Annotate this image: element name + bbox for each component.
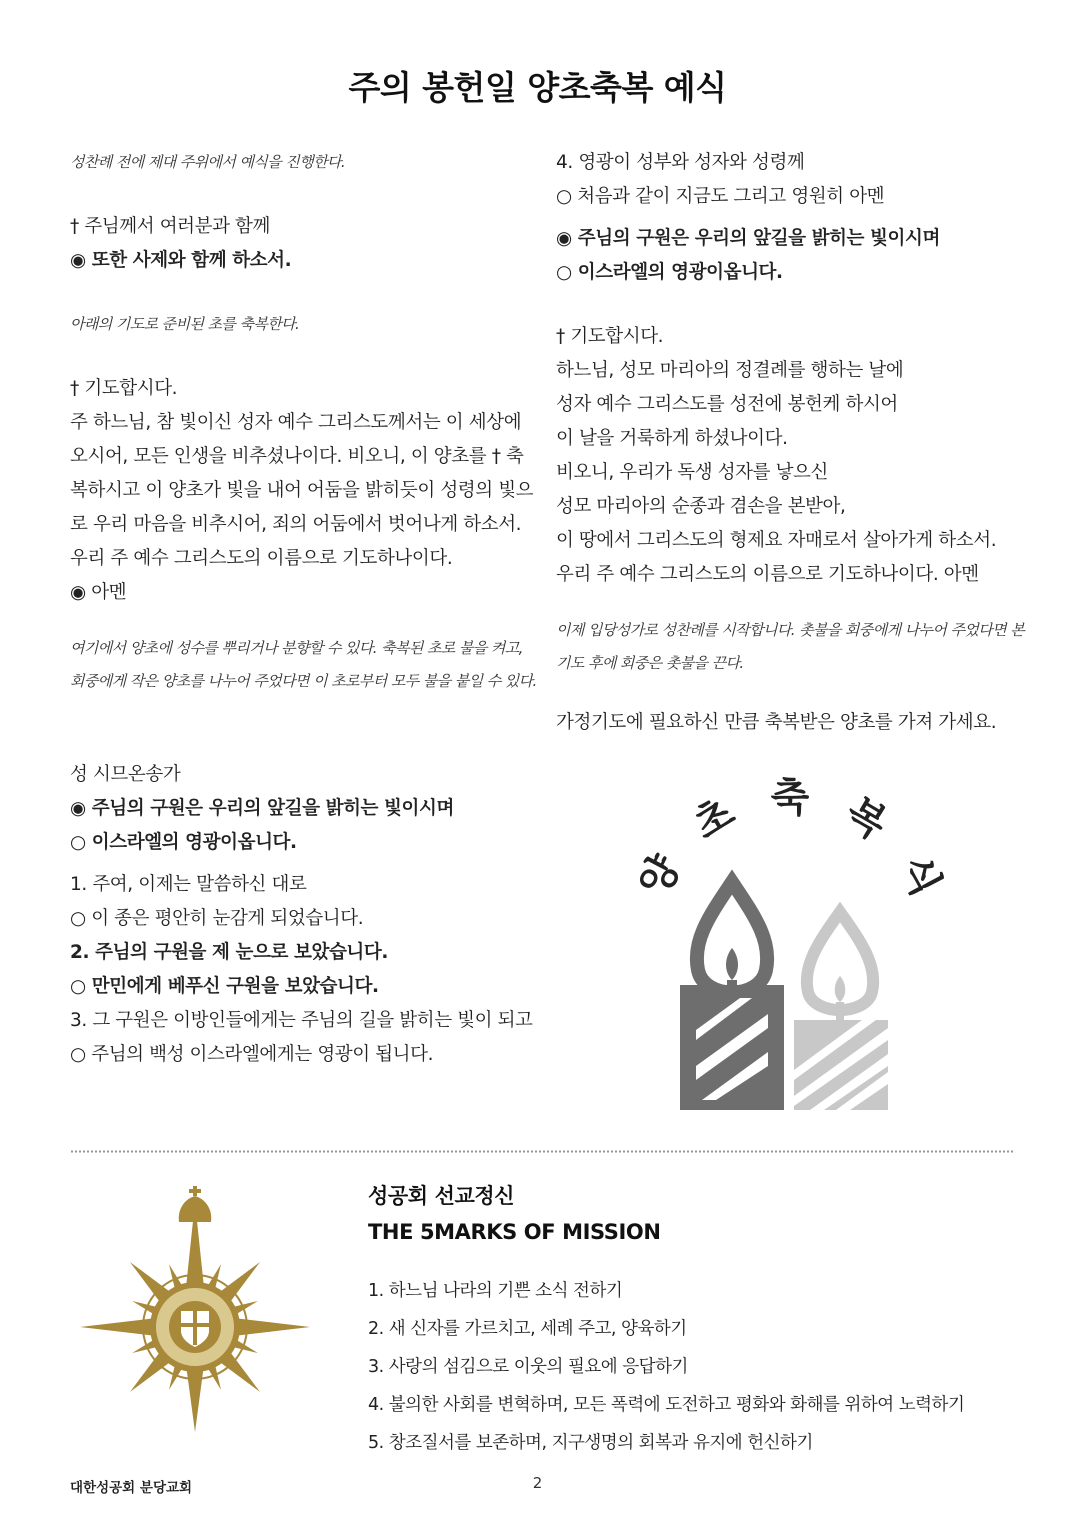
response: ◉ 또한 사제와 함께 하소서. — [70, 250, 292, 271]
antiphon-response: ○ 이스라엘의 영광이옵니다. — [70, 832, 297, 853]
mission-subtitle: THE 5MARKS OF MISSION — [368, 1220, 661, 1244]
mission-list — [368, 1272, 1048, 1462]
prayer-line: 로 우리 마음을 비추시어, 죄의 어둠에서 벗어나게 하소서. — [70, 514, 522, 535]
canticle-verse: 3. 그 구원은 이방인들에게는 주님의 길을 밝히는 빛이 되고 — [70, 1010, 533, 1031]
canticle-verse: 2. 주님의 구원을 제 눈으로 보았습니다. — [70, 942, 388, 963]
canticle-verse: 1. 주여, 이제는 말씀하신 대로 — [70, 874, 307, 895]
mission-item: 2. 새 신자를 가르치고, 세례 주고, 양육하기 — [368, 1319, 687, 1339]
prayer-line: 하느님, 성모 마리아의 정결례를 행하는 날에 — [556, 360, 904, 381]
mission-item: 4. 불의한 사회를 변혁하며, 모든 폭력에 도전하고 평화와 화해를 위하여 노력하기 — [368, 1395, 965, 1415]
mission-item: 3. 사랑의 섬김으로 이웃의 필요에 응답하기 — [368, 1357, 688, 1377]
arc-title — [631, 775, 949, 904]
arc-title-char: 복 — [837, 789, 895, 849]
prayer-title: † 기도합시다. — [70, 378, 178, 399]
prayer-title: † 기도합시다. — [556, 326, 664, 347]
arc-title-char: 양 — [630, 848, 690, 904]
rubric-entrance: 이제 입당성가로 성찬례를 시작합니다. 촛불을 회중에게 나누어 주었다면 본기도 후에 회중은 촛불을 끈다. — [556, 621, 1025, 672]
candle-notice: 가정기도에 필요하신 만큼 축복받은 양초를 가져 가세요. — [556, 712, 997, 733]
antiphon-versicle: ◉ 주님의 구원은 우리의 앞길을 밝히는 빛이시며 — [556, 228, 940, 249]
prayer-line: 오시어, 모든 인생을 비추셨나이다. 비오니, 이 양초를 † 축 — [70, 446, 524, 467]
candle-illustration — [630, 770, 950, 1110]
prayer-line: 우리 주 예수 그리스도의 이름으로 기도하나이다. 아멘 — [556, 564, 979, 585]
left-column — [70, 146, 540, 1072]
mission-item: 5. 창조질서를 보존하며, 지구생명의 회복과 유지에 헌신하기 — [368, 1433, 813, 1453]
page-number: 2 — [532, 1474, 543, 1492]
prayer-line: 비오니, 우리가 독생 성자를 낳으신 — [556, 462, 828, 483]
prayer-line: 복하시고 이 양초가 빛을 내어 어둠을 밝히듯이 성령의 빛으 — [70, 480, 534, 501]
prayer-line: 이 날을 거룩하게 하셨나이다. — [556, 428, 788, 449]
mission-section — [368, 1178, 1048, 1462]
prayer-line: 성자 예수 그리스도를 성전에 봉헌케 하시어 — [556, 394, 898, 415]
rubric-incense: 여기에서 양초에 성수를 뿌리거나 분향할 수 있다. 축복된 초로 불을 켜고, 회중에게 작은 양초를 나누어 주었다면 이 초로부터 모두 불을 붙일 수 있다. — [70, 639, 537, 690]
light-candle-icon — [794, 912, 888, 1110]
versicle: † 주님께서 여러분과 함께 — [70, 216, 271, 237]
canticle-verse: ○ 만민에게 베푸신 구원을 보았습니다. — [70, 976, 379, 997]
page-title: 주의 봉헌일 양초축복 예식 — [348, 68, 727, 107]
prayer-line: 주 하느님, 참 빛이신 성자 예수 그리스도께서는 이 세상에 — [70, 412, 522, 433]
arc-title-char: 축 — [770, 775, 810, 821]
amen-response: ◉ 아멘 — [70, 582, 127, 603]
mission-item: 1. 하느님 나라의 기쁜 소식 전하기 — [368, 1281, 623, 1301]
verse-4-response: ○ 처음과 같이 지금도 그리고 영원히 아멘 — [556, 186, 885, 207]
canticle-verses — [70, 868, 540, 1072]
canticle-title: 성 시므온송가 — [70, 764, 181, 785]
prayer-line: 성모 마리아의 순종과 겸손을 본받아, — [556, 496, 846, 517]
antiphon-response: ○ 이스라엘의 영광이옵니다. — [556, 262, 783, 283]
rubric-intro: 성찬례 전에 제대 주위에서 예식을 진행한다. — [70, 153, 346, 171]
anglican-compass-rose-logo — [75, 1182, 315, 1432]
antiphon-versicle: ◉ 주님의 구원은 우리의 앞길을 밝히는 빛이시며 — [70, 798, 454, 819]
rubric-blessing: 아래의 기도로 준비된 초를 축복한다. — [70, 315, 300, 333]
arc-title-char: 식 — [890, 848, 950, 904]
prayer-line: 이 땅에서 그리스도의 형제요 자매로서 살아가게 하소서. — [556, 530, 997, 551]
section-divider — [70, 1149, 1015, 1154]
right-column — [556, 146, 1026, 740]
verse-4: 4. 영광이 성부와 성자와 성령께 — [556, 152, 805, 173]
mission-title: 성공회 선교정신 — [368, 1184, 515, 1208]
church-name: 대한성공회 분당교회 — [70, 1480, 193, 1496]
prayer-line: 우리 주 예수 그리스도의 이름으로 기도하나이다. — [70, 548, 453, 569]
canticle-verse: ○ 이 종은 평안히 눈감게 되었습니다. — [70, 908, 364, 929]
dark-candle-icon — [680, 882, 784, 1110]
canticle-verse: ○ 주님의 백성 이스라엘에게는 영광이 됩니다. — [70, 1044, 434, 1065]
arc-title-char: 초 — [685, 789, 743, 849]
